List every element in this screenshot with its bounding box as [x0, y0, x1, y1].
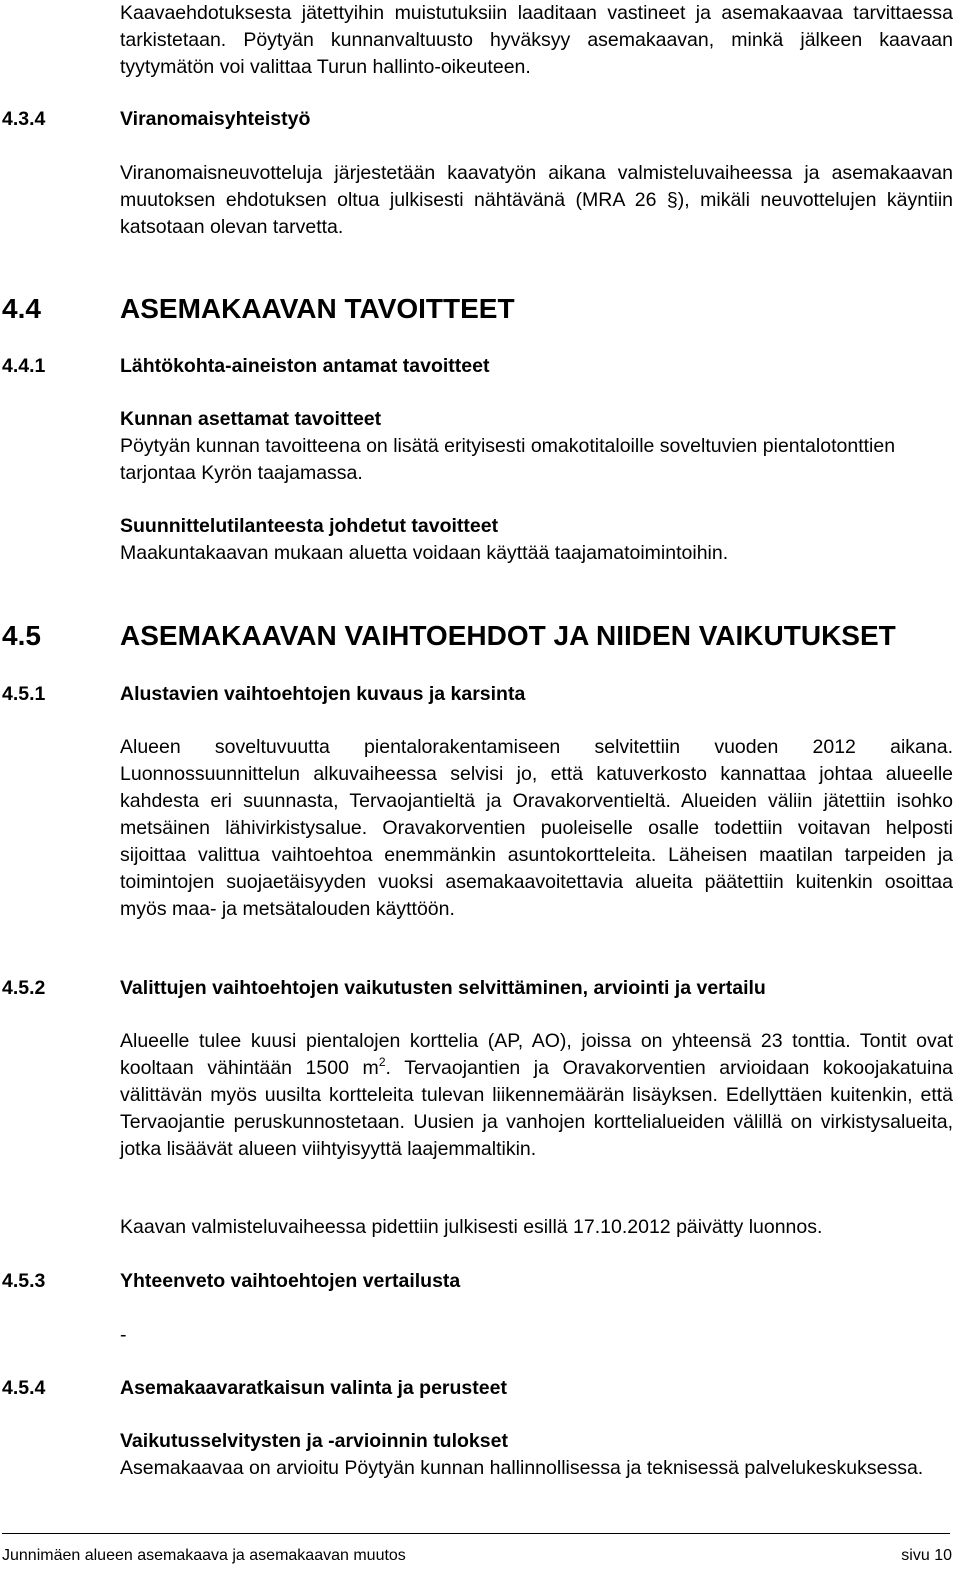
section-number-4-5-1: 4.5.1 — [2, 683, 46, 705]
section-title-4-3-4: Viranomaisyhteistyö — [120, 108, 311, 130]
section-title-4-5-2: Valittujen vaihtoehtojen vaikutusten selvittäminen, arviointi ja vertailu — [120, 977, 766, 999]
section-title-4-5-4: Asemakaavaratkaisun valinta ja perusteet — [120, 1377, 507, 1399]
footer-document-title: Junnimäen alueen asemakaava ja asemakaavan muutos — [2, 1547, 406, 1564]
valmisteluvaihe-paragraph: Kaavan valmisteluvaiheessa pidettiin julkisesti esillä 17.10.2012 päivätty luonnos. — [120, 1216, 823, 1238]
vaikutukset-paragraph — [120, 1028, 953, 1163]
section-title-4-5-3: Yhteenveto vaihtoehtojen vertailusta — [120, 1270, 461, 1292]
section-title-4-4-1: Lähtökohta-aineiston antamat tavoitteet — [120, 355, 490, 377]
kunnan-tavoitteet-paragraph: Pöytyän kunnan tavoitteena on lisätä erityisesti omakotitaloille soveltuvien pientalotonttien tarjontaa Kyrön taajamassa. — [120, 435, 896, 484]
suunnittelutilanne-paragraph: Maakuntakaavan mukaan aluetta voidaan käyttää taajamatoimintoihin. — [120, 542, 729, 564]
subheading-vaikutusselvitykset: Vaikutusselvitysten ja -arvioinnin tulokset — [120, 1430, 508, 1452]
footer-divider — [2, 1533, 950, 1534]
square-meter-superscript: 2 — [378, 1055, 386, 1069]
section-number-4-3-4: 4.3.4 — [2, 108, 46, 130]
section-number-4-5-3: 4.5.3 — [2, 1270, 46, 1292]
section-number-4-5: 4.5 — [2, 620, 41, 651]
vaikutukset-text-b: . Tervaojantien ja Oravakorventien arvioidaan kokoojakatuina välittävän myös uusilta kortteleita tulevan liikennemäärän lisäyksen. Edellyttäen kuitenkin, että Tervaojantie peruskunnostetaan. Uusien ja vanhojen korttelialueiden välillä on virkistysalueita, jotka lisäävät alueen viihtyisyyttä laajemmaltikin. — [120, 1057, 954, 1160]
vaikutukset-text-a: Alueelle tulee kuusi pientalojen korttelia (AP, AO), joissa on yhteensä 23 tonttia. Tontit ovat kooltaan vähintään 1500 m — [120, 1030, 953, 1079]
section-title-4-5-1: Alustavien vaihtoehtojen kuvaus ja karsinta — [120, 683, 526, 705]
subheading-suunnittelutilanne: Suunnittelutilanteesta johdetut tavoitteet — [120, 515, 499, 537]
intro-paragraph: Kaavaehdotuksesta jätettyihin muistutuksiin laaditaan vastineet ja asemakaavaa tarvittaessa tarkistetaan. Pöytyän kunnanvaltuusto hyväksyy asemakaavan, minkä jälkeen kaavaan tyytymätön voi valittaa Turun hallinto-oikeuteen. — [120, 2, 953, 78]
footer-page-number: sivu 10 — [901, 1547, 952, 1564]
yhteenveto-paragraph: - — [120, 1324, 127, 1346]
arviointi-paragraph: Asemakaavaa on arvioitu Pöytyän kunnan hallinnollisessa ja teknisessä palvelukeskuksessa. — [120, 1457, 924, 1479]
section-number-4-4-1: 4.4.1 — [2, 355, 46, 377]
section-title-4-4: ASEMAKAAVAN TAVOITTEET — [120, 293, 515, 324]
section-number-4-5-4: 4.5.4 — [2, 1377, 46, 1399]
viranomaisyhteistyo-paragraph: Viranomaisneuvotteluja järjestetään kaavatyön aikana valmisteluvaiheessa ja asemakaavan muutoksen ehdotuksen oltua julkisesti nähtävänä (MRA 26 §), mikäli neuvottelujen käyntiin katsotaan olevan tarvetta. — [120, 162, 953, 238]
section-number-4-4: 4.4 — [2, 293, 41, 324]
section-number-4-5-2: 4.5.2 — [2, 977, 46, 999]
subheading-kunnan-tavoitteet: Kunnan asettamat tavoitteet — [120, 408, 382, 430]
section-title-4-5: ASEMAKAAVAN VAIHTOEHDOT JA NIIDEN VAIKUTUKSET — [120, 620, 896, 651]
vaihtoehtojen-kuvaus-paragraph: Alueen soveltuvuutta pientalorakentamiseen selvitettiin vuoden 2012 aikana. Luonnossuunnittelun alkuvaiheessa selvisi jo, että katuverkosto kannattaa johtaa alueelle kahdesta eri suunnasta, Tervaojantieltä ja Oravakorventieltä. Alueiden väliin jätettiin isohko metsäinen lähivirkistysalue. Oravakorventien puoleiselle osalle todettiin voitavan helposti sijoittaa valittua vaihtoehtoa enemmänkin asuntokortteleita. Läheisen maatilan tarpeiden ja toimintojen suojaetäisyyden vuoksi asemakaavoitettavia alueita päätettiin kuitenkin osoittaa myös maa- ja metsätalouden käyttöön. — [120, 736, 953, 920]
